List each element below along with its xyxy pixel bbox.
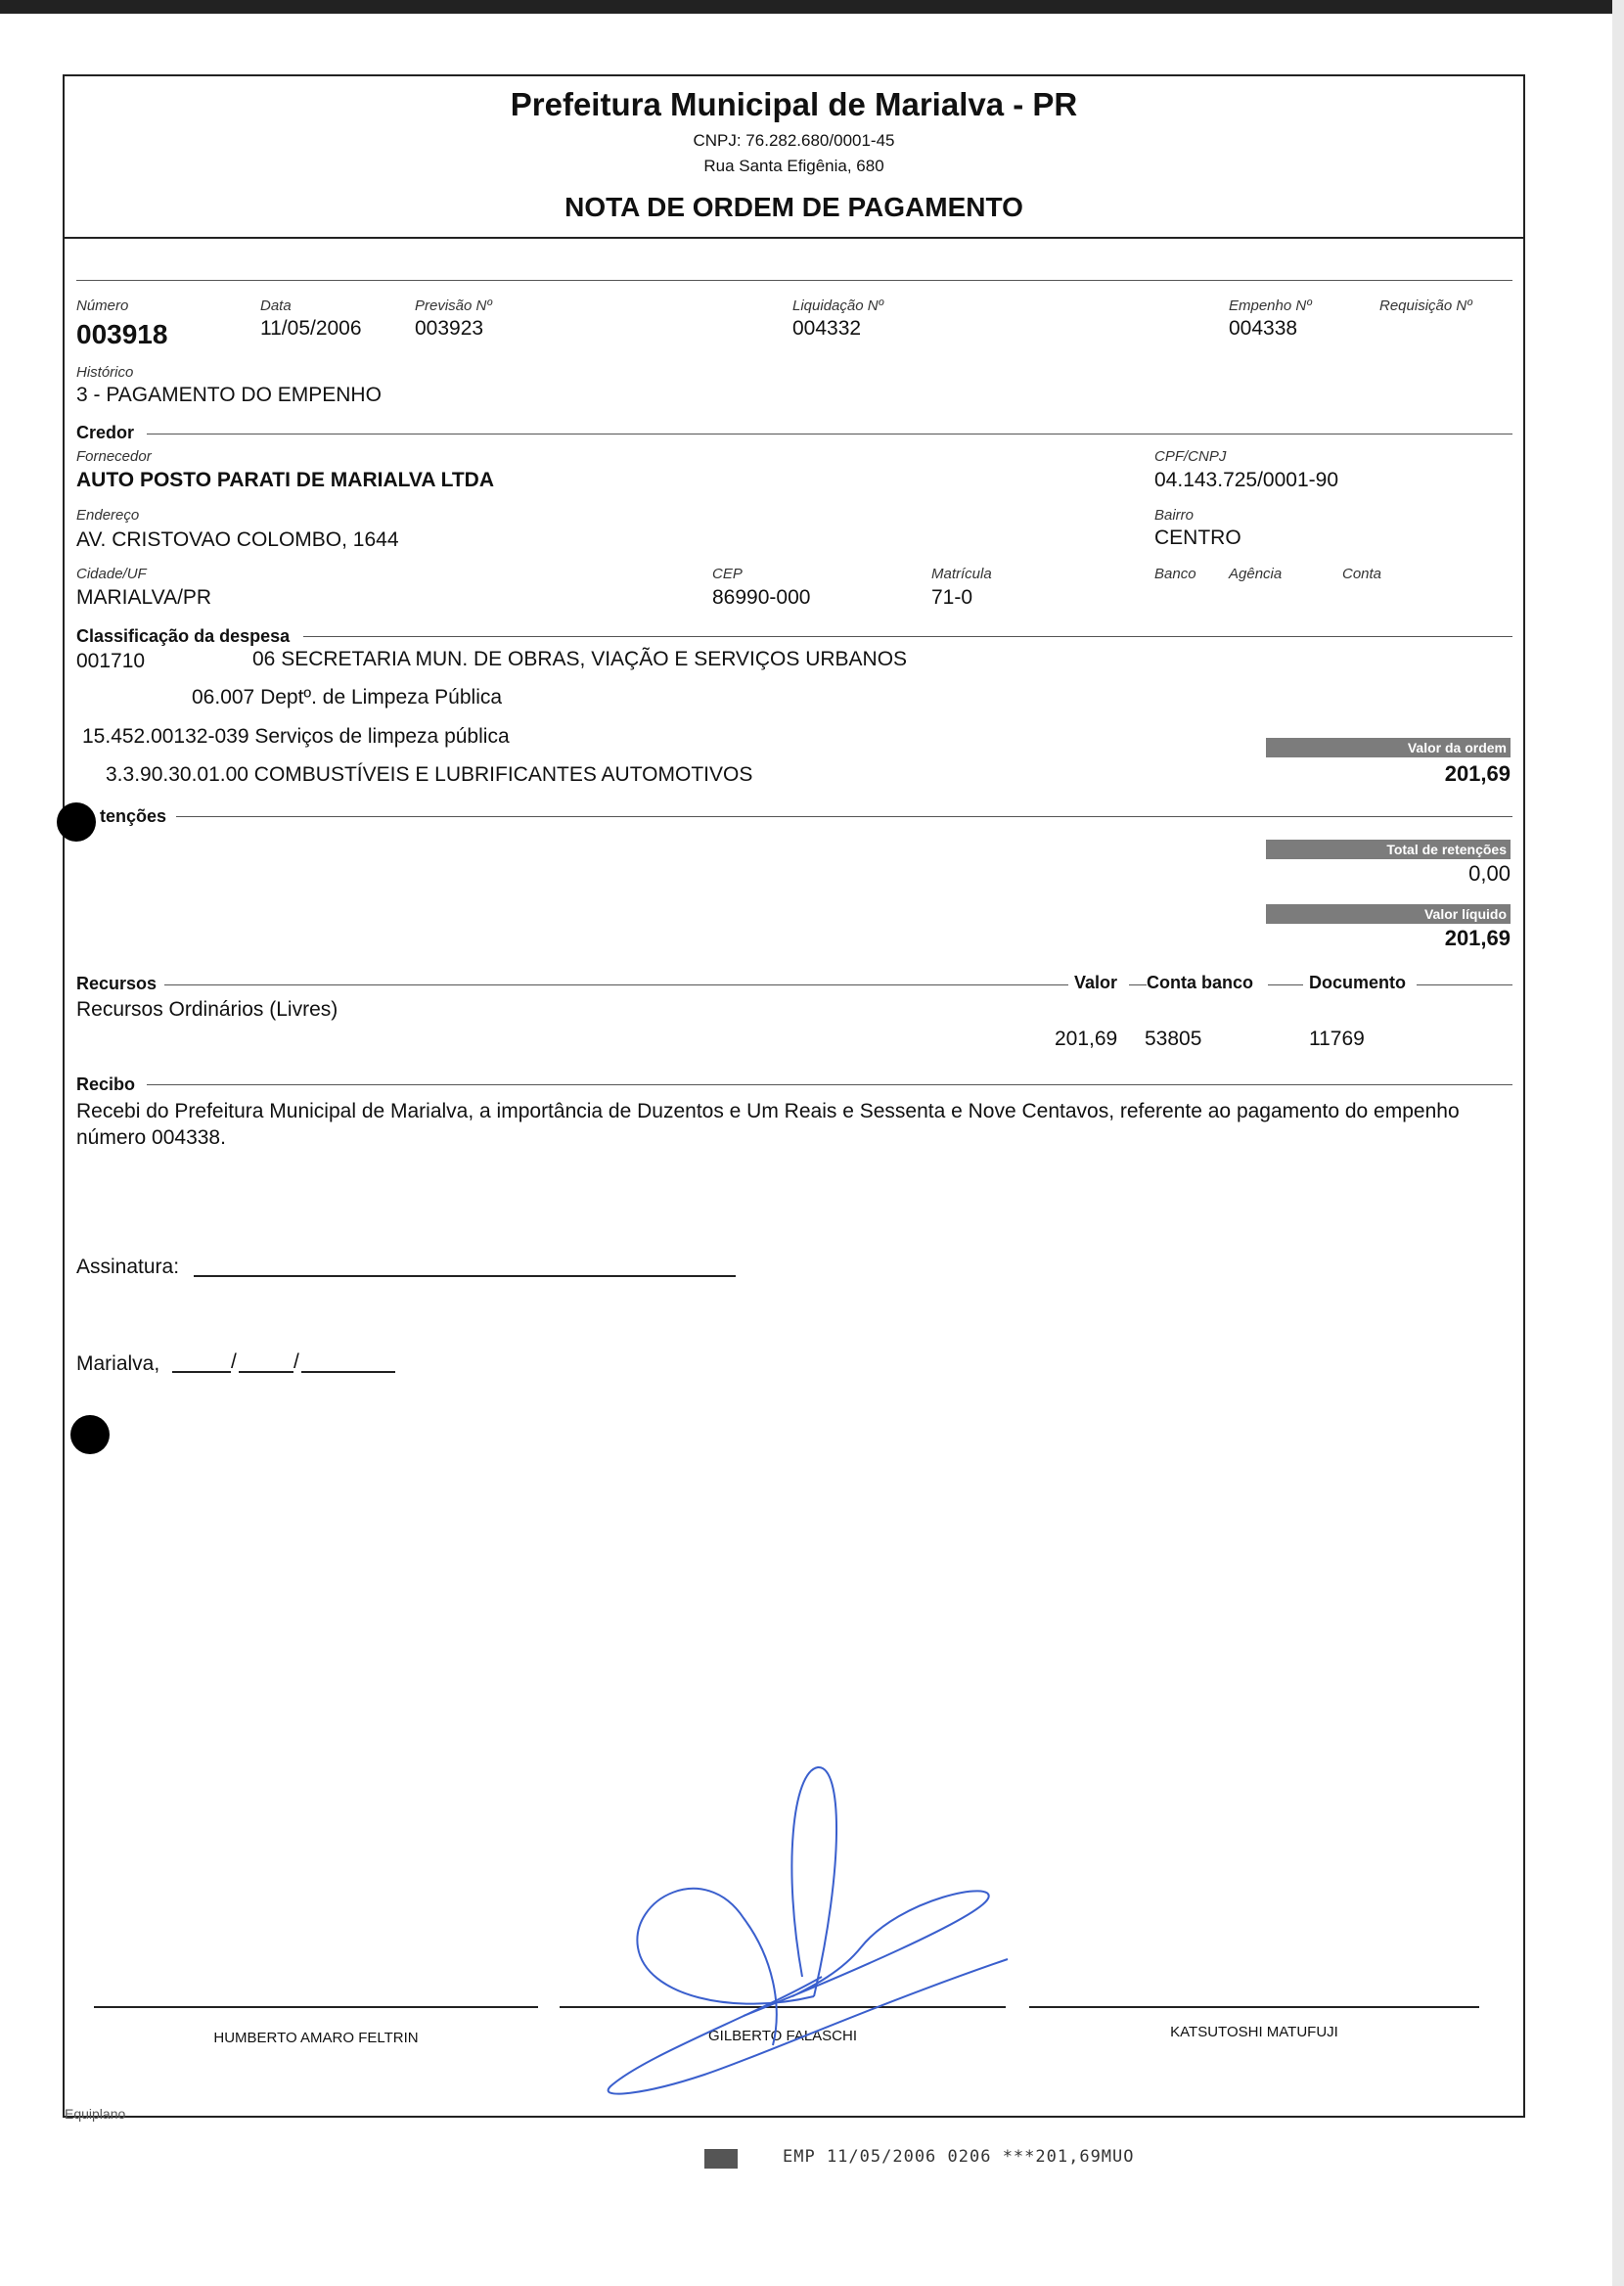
scan-edge-top — [0, 0, 1624, 14]
footer-stamp: EMP 11/05/2006 0206 ***201,69MUO — [783, 2147, 1135, 2167]
data-label: Data — [260, 297, 292, 314]
recursos-conta: 53805 — [1145, 1028, 1202, 1050]
liquidacao-label: Liquidação Nº — [792, 297, 884, 314]
data-value: 11/05/2006 — [260, 317, 362, 340]
recursos-rule-2 — [1129, 984, 1147, 985]
header-cnpj: CNPJ: 76.282.680/0001-45 — [693, 131, 895, 150]
endereco-value: AV. CRISTOVAO COLOMBO, 1644 — [76, 528, 399, 551]
previsao-value: 003923 — [415, 317, 484, 340]
recibo-heading: Recibo — [76, 1074, 136, 1094]
bairro-value: CENTRO — [1154, 526, 1241, 549]
valor-ordem-value: 201,69 — [1444, 761, 1511, 786]
date-sep-2: / — [293, 1350, 299, 1373]
local-label: Marialva, — [76, 1352, 160, 1375]
signatory-1: HUMBERTO AMARO FELTRIN — [213, 2030, 419, 2046]
empenho-label: Empenho Nº — [1229, 297, 1312, 314]
requisicao-label: Requisição Nº — [1379, 297, 1472, 314]
matricula-value: 71-0 — [931, 586, 973, 609]
historico-label: Histórico — [76, 364, 134, 381]
signatory-2: GILBERTO FALASCHI — [708, 2028, 857, 2044]
classificacao-line2: 06.007 Deptº. de Limpeza Pública — [192, 686, 503, 709]
retencoes-rule — [176, 816, 1512, 817]
header-divider — [63, 237, 1525, 239]
classificacao-line1: 06 SECRETARIA MUN. DE OBRAS, VIAÇÃO E SERVIÇOS URBANOS — [252, 648, 908, 670]
recibo-rule — [147, 1084, 1512, 1085]
cpf-label: CPF/CNPJ — [1154, 448, 1227, 465]
stamp-mark — [704, 2149, 738, 2169]
date-year-line — [301, 1371, 395, 1373]
recursos-valor: 201,69 — [1055, 1028, 1118, 1050]
cep-value: 86990-000 — [712, 586, 811, 609]
agencia-label: Agência — [1229, 566, 1283, 582]
cep-label: CEP — [712, 566, 743, 582]
total-retencoes-value: 0,00 — [1468, 861, 1511, 886]
classificacao-line3: 15.452.00132-039 Serviços de limpeza pública — [82, 725, 510, 748]
cidade-value: MARIALVA/PR — [76, 586, 212, 609]
liquidacao-value: 004332 — [792, 317, 862, 340]
header-address: Rua Santa Efigênia, 680 — [703, 157, 884, 175]
signatory-3: KATSUTOSHI MATUFUJI — [1170, 2024, 1338, 2040]
retencoes-heading: tenções — [100, 806, 167, 826]
recursos-documento: 11769 — [1309, 1028, 1365, 1050]
top-fields-rule — [76, 280, 1512, 281]
ink-blot — [57, 802, 96, 842]
recursos-rule-3 — [1268, 984, 1303, 985]
vendor-label: Equiplano — [65, 2106, 126, 2122]
recursos-valor-header: Valor — [1074, 973, 1118, 992]
date-sep-1: / — [231, 1350, 237, 1373]
date-month-line — [239, 1371, 293, 1373]
valor-ordem-label: Valor da ordem — [1266, 738, 1511, 757]
conta-label: Conta — [1342, 566, 1382, 582]
banco-label: Banco — [1154, 566, 1196, 582]
fornecedor-label: Fornecedor — [76, 448, 152, 465]
recursos-rule-4 — [1417, 984, 1512, 985]
recursos-descricao: Recursos Ordinários (Livres) — [76, 998, 338, 1021]
classificacao-line4: 3.3.90.30.01.00 COMBUSTÍVEIS E LUBRIFICANTES AUTOMOTIVOS — [106, 763, 753, 786]
recursos-conta-header: Conta banco — [1147, 973, 1254, 992]
recursos-documento-header: Documento — [1309, 973, 1406, 992]
recursos-heading: Recursos — [76, 974, 158, 993]
empenho-value: 004338 — [1229, 317, 1298, 340]
punch-hole — [70, 1415, 110, 1454]
handwritten-signature — [587, 1752, 1037, 2104]
credor-heading: Credor — [76, 423, 135, 442]
recibo-text: Recebi do Prefeitura Municipal de Marialva, a importância de Duzentos e Um Reais e Sessenta e Nove Centavos, referente ao pagamento do empenho número 004338. — [76, 1100, 1460, 1149]
bairro-label: Bairro — [1154, 507, 1195, 524]
classificacao-heading: Classificação da despesa — [76, 626, 291, 646]
signature-line-1 — [94, 2006, 538, 2008]
fornecedor-value: AUTO POSTO PARATI DE MARIALVA LTDA — [76, 469, 494, 491]
recursos-rule — [164, 984, 1068, 985]
valor-liquido-label: Valor líquido — [1266, 904, 1511, 924]
page-title: Prefeitura Municipal de Marialva - PR — [510, 86, 1078, 122]
valor-liquido-value: 201,69 — [1444, 926, 1511, 950]
classificacao-code: 001710 — [76, 650, 146, 672]
document-title: NOTA DE ORDEM DE PAGAMENTO — [564, 192, 1023, 222]
total-retencoes-label: Total de retenções — [1266, 840, 1511, 859]
signature-line-3 — [1029, 2006, 1479, 2008]
assinatura-label: Assinatura: — [76, 1256, 180, 1278]
cpf-value: 04.143.725/0001-90 — [1154, 469, 1339, 491]
previsao-label: Previsão Nº — [415, 297, 492, 314]
scan-edge-right — [1612, 0, 1624, 2286]
numero-label: Número — [76, 297, 129, 314]
historico-value: 3 - PAGAMENTO DO EMPENHO — [76, 384, 382, 406]
endereco-label: Endereço — [76, 507, 140, 524]
date-day-line — [172, 1371, 231, 1373]
numero-value: 003918 — [76, 319, 168, 349]
classificacao-rule — [303, 636, 1512, 637]
cidade-label: Cidade/UF — [76, 566, 147, 582]
matricula-label: Matrícula — [931, 566, 992, 582]
assinatura-line — [194, 1275, 736, 1277]
